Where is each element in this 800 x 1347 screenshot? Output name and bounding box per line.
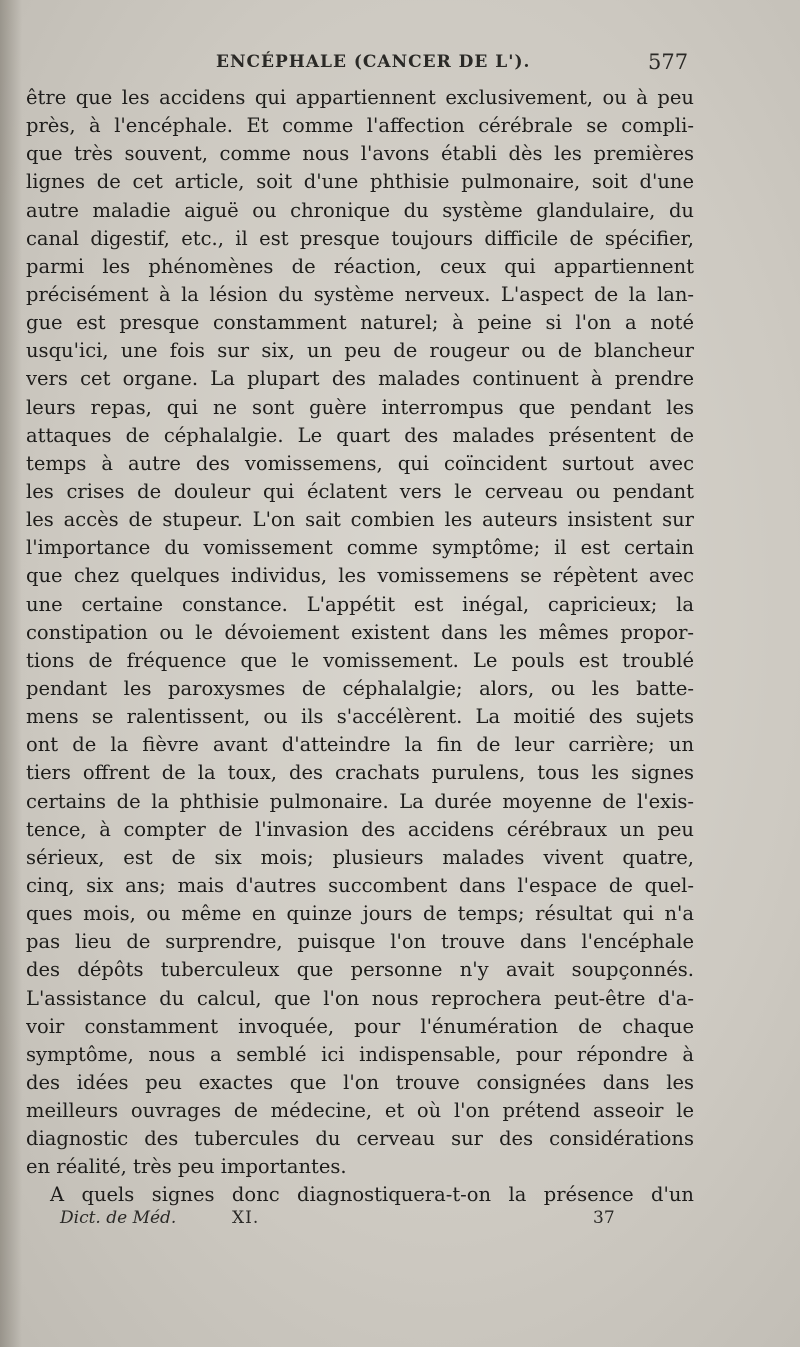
text-line-paragraph-start: A quels signes donc diagnostiquera-t-on la présence d'un [50,1183,694,1207]
text-line: L'assistance du calcul, que l'on nous reprochera peut-être d'a- [26,986,694,1010]
running-head-title: ENCÉPHALE (CANCER DE L'). [216,52,531,72]
text-line: gue est presque constamment naturel; à peine si l'on a noté [26,311,694,335]
text-line: une certaine constance. L'appétit est inégal, capricieux; la [26,592,694,616]
text-line: que chez quelques individus, les vomissemens se répètent avec [26,564,694,588]
text-line: autre maladie aiguë ou chronique du système glandulaire, du [26,198,694,222]
text-line: l'importance du vomissement comme symptôme; il est certain [26,536,694,560]
footer-volume: XI. [232,1208,260,1228]
text-line: tence, à compter de l'invasion des accidens cérébraux un peu [26,817,694,841]
text-line: tions de fréquence que le vomissement. Le pouls est troublé [26,648,694,672]
text-line: voir constamment invoquée, pour l'énumération de chaque [26,1014,694,1038]
text-line: diagnostic des tubercules du cerveau sur des considérations [26,1127,694,1151]
text-line: leurs repas, qui ne sont guère interrompus que pendant les [26,395,694,419]
body-text [26,84,694,1210]
text-line: constipation ou le dévoiement existent dans les mêmes propor- [26,620,694,644]
footer-signature-mark: 37 [593,1208,615,1228]
text-line: temps à autre des vomissemens, qui coïncident surtout avec [26,451,694,475]
text-line: tiers offrent de la toux, des crachats purulens, tous les signes [26,761,694,785]
text-line: des idées peu exactes que l'on trouve consignées dans les [26,1070,694,1094]
text-line-paragraph-end: en réalité, très peu importantes. [26,1155,347,1179]
text-line: ques mois, ou même en quinze jours de temps; résultat qui n'a [26,902,694,926]
text-line: les accès de stupeur. L'on sait combien les auteurs insistent sur [26,508,694,532]
text-line: ont de la fièvre avant d'atteindre la fin de leur carrière; un [26,733,694,757]
text-line: meilleurs ouvrages de médecine, et où l'on prétend asseoir le [26,1099,694,1123]
text-line: pas lieu de surprendre, puisque l'on trouve dans l'encéphale [26,930,694,954]
text-line: canal digestif, etc., il est presque toujours difficile de spécifier, [26,226,694,250]
text-line: cinq, six ans; mais d'autres succombent dans l'espace de quel- [26,873,694,897]
text-line: que très souvent, comme nous l'avons établi dès les premières [26,142,694,166]
page-footer [0,1208,800,1234]
text-line: parmi les phénomènes de réaction, ceux qui appartiennent [26,254,694,278]
text-line: pendant les paroxysmes de céphalalgie; alors, ou les batte- [26,676,694,700]
text-line: sérieux, est de six mois; plusieurs malades vivent quatre, [26,845,694,869]
text-line: attaques de céphalalgie. Le quart des malades présentent de [26,423,694,447]
text-line: symptôme, nous a semblé ici indispensable, pour répondre à [26,1042,694,1066]
text-line: vers cet organe. La plupart des malades continuent à prendre [26,367,694,391]
text-line: mens se ralentissent, ou ils s'accélèrent. La moitié des sujets [26,705,694,729]
text-line: précisément à la lésion du système nerveux. L'aspect de la lan- [26,282,694,306]
text-line: être que les accidens qui appartiennent exclusivement, ou à peu [26,86,694,109]
text-line: des dépôts tuberculeux que personne n'y avait soupçonnés. [26,958,694,982]
text-line: près, à l'encéphale. Et comme l'affection cérébrale se compli- [26,114,694,138]
text-line: usqu'ici, une fois sur six, un peu de rougeur ou de blancheur [26,339,694,363]
running-head [0,52,800,78]
text-line: les crises de douleur qui éclatent vers le cerveau ou pendant [26,479,694,503]
page-number: 577 [648,50,689,74]
binding-shadow [0,0,22,1347]
footer-book-title: Dict. de Méd. [60,1208,177,1228]
text-line: lignes de cet article, soit d'une phthisie pulmonaire, soit d'une [26,170,694,194]
text-line: certains de la phthisie pulmonaire. La durée moyenne de l'exis- [26,789,694,813]
